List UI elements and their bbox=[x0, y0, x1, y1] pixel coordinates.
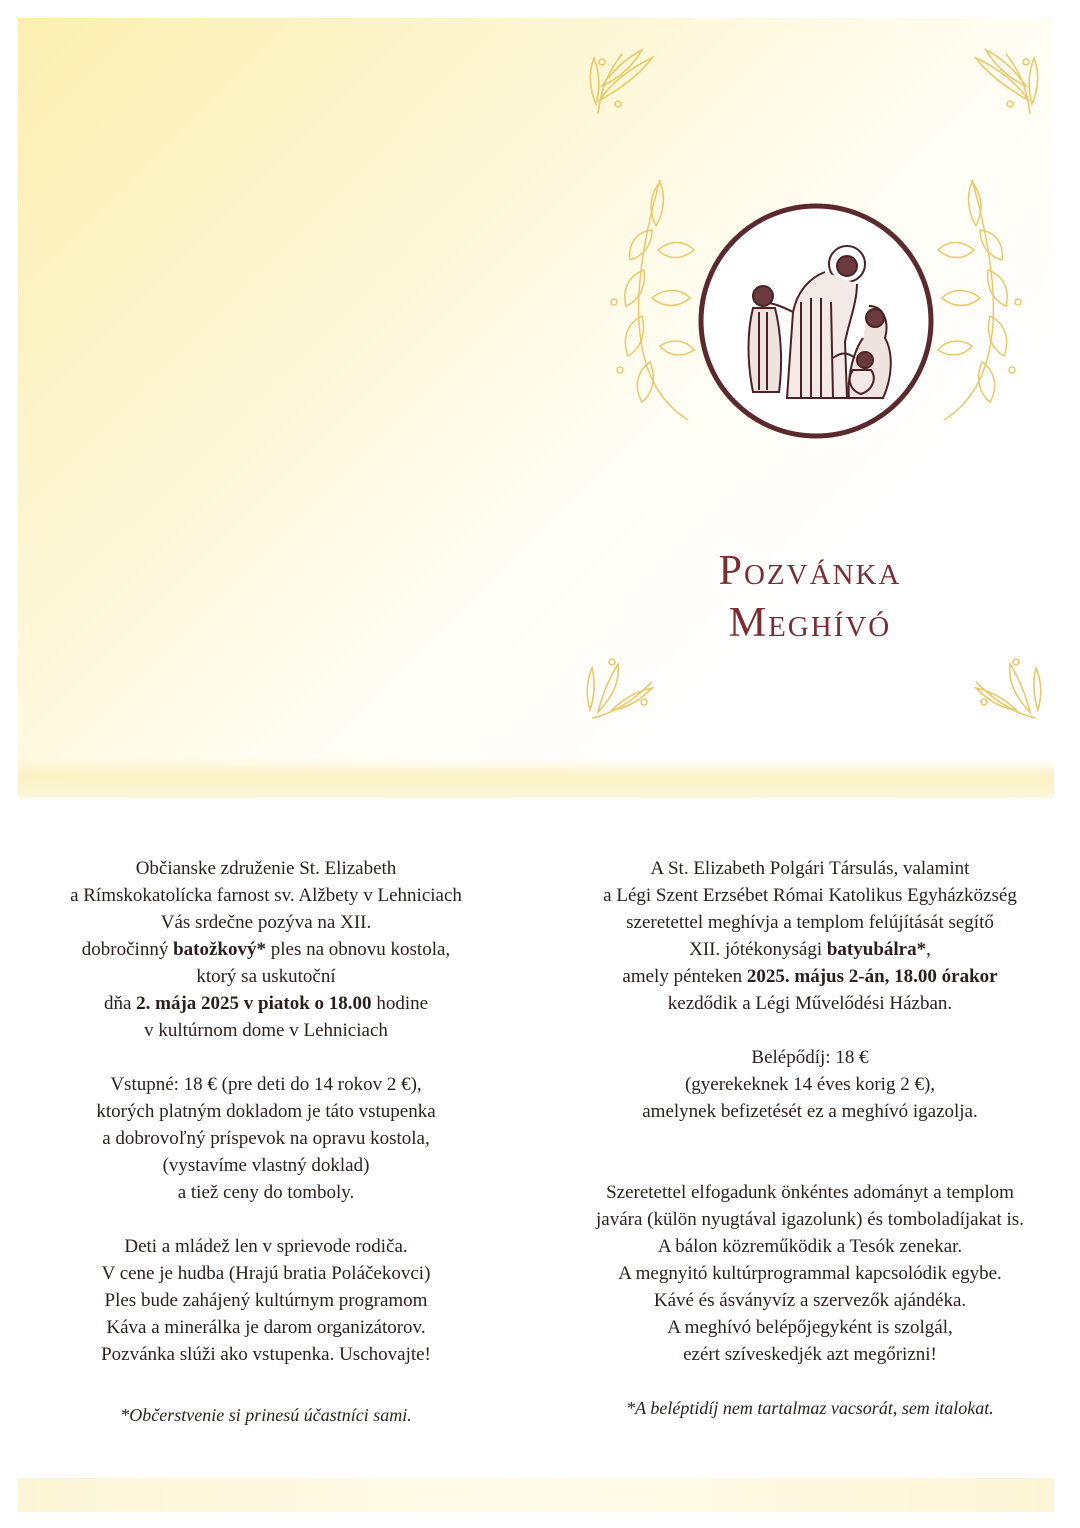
sk-line: Občianske združenie St. Elizabeth bbox=[135, 858, 397, 879]
bottom-strip bbox=[18, 1478, 1054, 1512]
hu-line: Szeretettel elfogadunk önkéntes adományt a templom bbox=[606, 1182, 1014, 1203]
hu-line: (gyerekeknek 14 éves korig 2 €), bbox=[684, 1074, 936, 1095]
slovak-column bbox=[50, 855, 482, 1429]
sk-line: Vstupné: 18 € (pre deti do 14 rokov 2 €), bbox=[110, 1074, 422, 1095]
hungarian-column bbox=[570, 855, 1050, 1422]
sk-footnote: *Občerstvenie si prinesú účastníci sami. bbox=[120, 1405, 412, 1425]
hu-line: Belépődíj: 18 € bbox=[751, 1047, 869, 1068]
hu-line: kezdődik a Légi Művelődési Házban. bbox=[667, 993, 953, 1014]
sk-line: a Rímskokatolícka farnost sv. Alžbety v Lehniciach bbox=[70, 885, 462, 906]
st-elizabeth-medallion-icon bbox=[697, 202, 935, 440]
sk-date-line: dňa 2. mája 2025 v piatok o 18.00 hodine bbox=[103, 993, 429, 1014]
golden-leaf-sprig-icon bbox=[968, 44, 1046, 118]
sk-line: Káva a minerálka je darom organizátorov. bbox=[106, 1317, 426, 1338]
golden-leaf-sprig-icon bbox=[582, 44, 660, 118]
sk-line: ktorých platným dokladom je táto vstupenka bbox=[96, 1101, 436, 1122]
hu-line: A meghívó belépőjegyként is szolgál, bbox=[667, 1317, 953, 1338]
golden-leaf-sprig-icon bbox=[582, 652, 660, 724]
hu-line: XII. jótékonysági batyubálra*, bbox=[689, 939, 931, 960]
sk-line: v kultúrnom dome v Lehniciach bbox=[144, 1020, 388, 1041]
laurel-branch-icon bbox=[600, 170, 700, 430]
hu-line: A megnyitó kultúrprogrammal kapcsolódik egybe. bbox=[618, 1263, 1002, 1284]
hu-line: A St. Elizabeth Polgári Társulás, valamint bbox=[650, 858, 970, 879]
sk-line: a dobrovoľný príspevok na opravu kostola, bbox=[102, 1128, 430, 1149]
hu-line: a Légi Szent Erzsébet Római Katolikus Egyházközség bbox=[603, 885, 1017, 906]
title-line-1: Pozvánka bbox=[718, 548, 902, 594]
laurel-branch-icon bbox=[932, 170, 1032, 430]
hu-date-line: amely pénteken 2025. május 2-án, 18.00 órakor bbox=[622, 966, 998, 987]
sk-line: ktorý sa uskutoční bbox=[196, 966, 336, 987]
sk-line: a tiež ceny do tomboly. bbox=[177, 1182, 355, 1203]
sk-line: Pozvánka slúži ako vstupenka. Uschovajte! bbox=[101, 1344, 431, 1365]
hu-line: ezért szíveskedjék azt megőrizni! bbox=[683, 1344, 937, 1365]
fold-line bbox=[18, 758, 1054, 798]
sk-line: Ples bude zahájený kultúrnym programom bbox=[104, 1290, 428, 1311]
golden-leaf-sprig-icon bbox=[968, 652, 1046, 724]
sk-line: (vystavíme vlastný doklad) bbox=[162, 1155, 370, 1176]
sk-line: Vás srdečne pozýva na XII. bbox=[160, 912, 372, 933]
sk-line: Deti a mládež len v sprievode rodiča. bbox=[124, 1236, 408, 1257]
hu-line: szeretettel meghívja a templom felújítását segítő bbox=[626, 912, 994, 933]
hu-footnote: *A beléptidíj nem tartalmaz vacsorát, sem italokat. bbox=[626, 1398, 994, 1418]
hu-line: A bálon közreműködik a Tesók zenekar. bbox=[657, 1236, 963, 1257]
sk-line: dobročinný batožkový* ples na obnovu kostola, bbox=[81, 939, 451, 960]
hu-line: javára (külön nyugtával igazolunk) és tomboladíjakat is. bbox=[596, 1209, 1024, 1230]
hu-line: Kávé és ásványvíz a szervezők ajándéka. bbox=[653, 1290, 967, 1311]
hu-line: amelynek befizetését ez a meghívó igazolja. bbox=[642, 1101, 978, 1122]
sk-line: V cene je hudba (Hrajú bratia Poláčekovci) bbox=[101, 1263, 431, 1284]
title-line-2: Meghívó bbox=[728, 600, 892, 646]
